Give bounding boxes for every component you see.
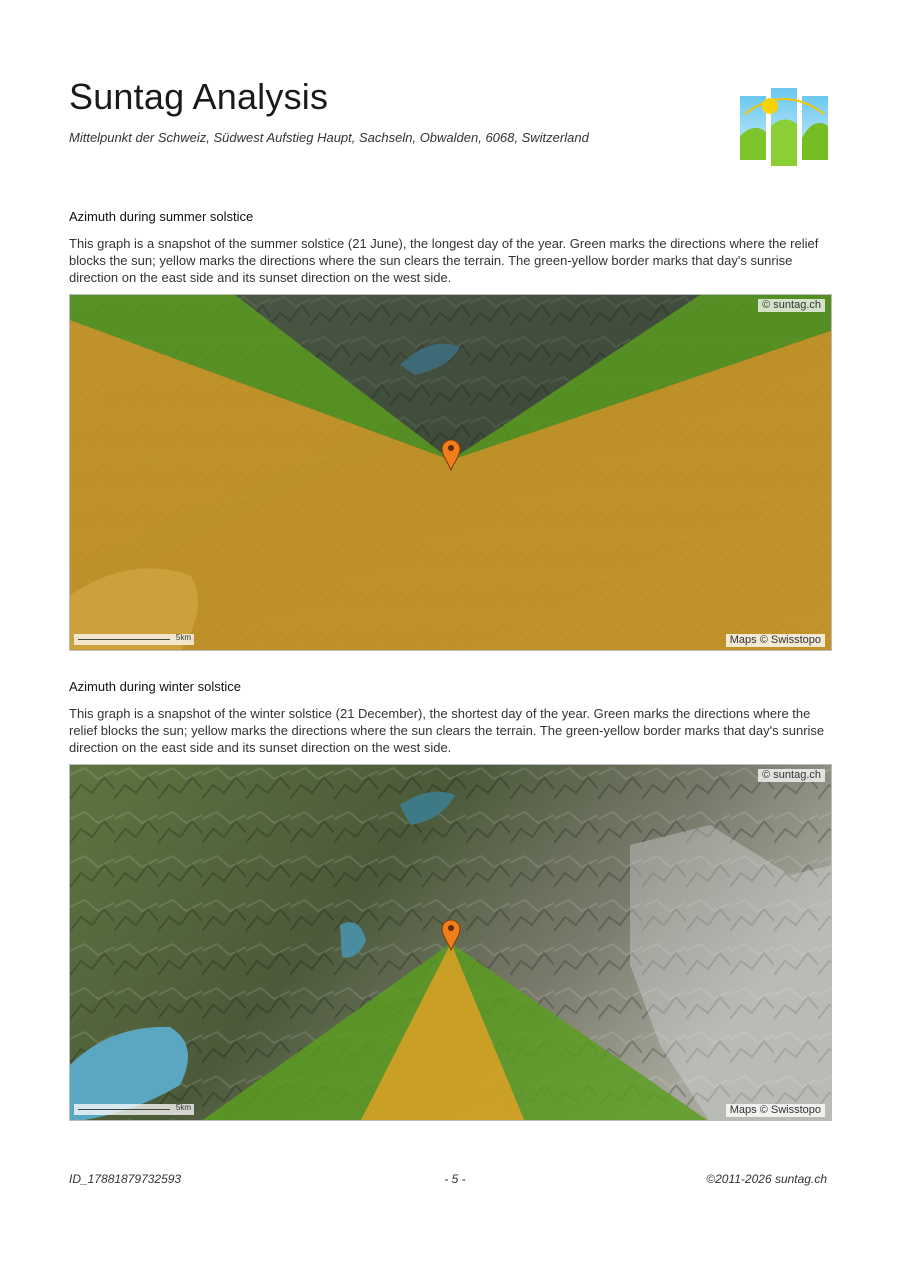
- summer-section-description: This graph is a snapshot of the summer solstice (21 June), the longest day of the year. Green marks the directions where the relief blocks the sun; yellow marks the directions where the sun clears the terrain. The green-yellow border marks that day's sunrise direction on the east side and its sunset direction on the west side.: [69, 236, 819, 285]
- footer-page-number: - 5 -: [444, 1172, 466, 1186]
- location-subtitle: Mittelpunkt der Schweiz, Südwest Aufstieg Haupt, Sachseln, Obwalden, 6068, Switzerland: [69, 130, 589, 145]
- scalebar-label: 5km: [175, 1103, 191, 1112]
- suntag-logo: [740, 86, 828, 168]
- map-credit-suntag: © suntag.ch: [758, 299, 825, 312]
- summer-azimuth-map: [69, 294, 832, 651]
- map-credit-swisstopo: Maps © Swisstopo: [726, 634, 825, 647]
- winter-azimuth-map: [69, 764, 832, 1121]
- winter-section-description: This graph is a snapshot of the winter solstice (21 December), the shortest day of the year. Green marks the directions where the relief blocks the sun; yellow marks the directions where the sun clears the terrain. The green-yellow border marks that day's sunrise direction on the east side and its sunset direction on the west side.: [69, 706, 825, 755]
- page-title: Suntag Analysis: [69, 76, 329, 117]
- map-scalebar: [74, 634, 194, 645]
- scalebar-label: 5km: [175, 633, 191, 642]
- map-scalebar: [74, 1104, 194, 1115]
- map-credit-swisstopo: Maps © Swisstopo: [726, 1104, 825, 1117]
- map-credit-suntag: © suntag.ch: [758, 769, 825, 782]
- footer-document-id: ID_17881879732593: [69, 1172, 182, 1186]
- winter-section-heading: Azimuth during winter solstice: [69, 679, 241, 694]
- footer-copyright: ©2011-2026 suntag.ch: [706, 1172, 827, 1186]
- summer-section-heading: Azimuth during summer solstice: [69, 209, 254, 224]
